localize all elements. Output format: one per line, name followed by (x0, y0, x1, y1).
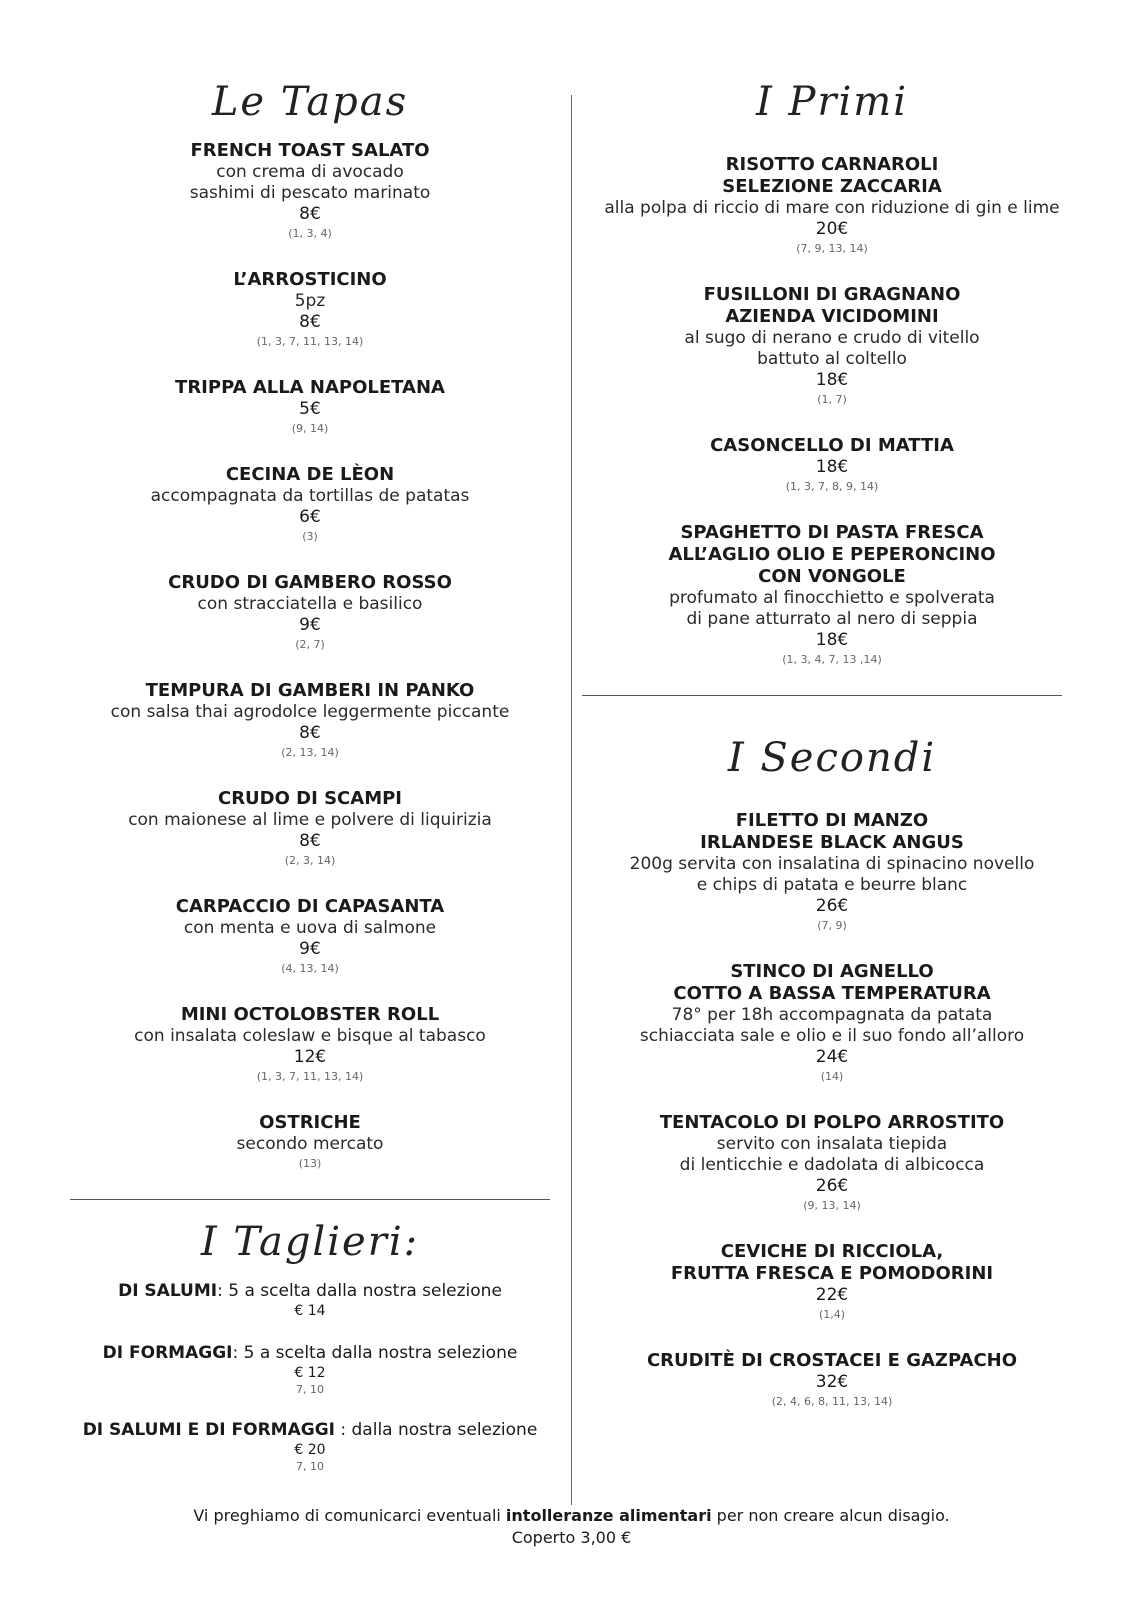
dish-name: TEMPURA DI GAMBERI IN PANKO (145, 680, 475, 701)
menu-item (592, 522, 1072, 669)
dish-name: STINCO DI AGNELLO COTTO A BASSA TEMPERATURA (673, 961, 991, 1004)
dish-description: con maionese al lime e polvere di liquirizia (128, 810, 492, 830)
dish-allergens: (13) (298, 1157, 322, 1170)
secondi-list (592, 810, 1072, 1411)
primi-list (592, 154, 1072, 669)
board-line (70, 1419, 550, 1441)
dish-allergens: (4, 13, 14) (281, 962, 339, 975)
allergy-note-text: Vi preghiamo di comunicarci eventuali (193, 1506, 506, 1525)
dish-description: con insalata coleslaw e bisque al tabasco (134, 1026, 486, 1046)
dish-allergens: (1, 3, 7, 8, 9, 14) (785, 480, 879, 493)
dish-name: CEVICHE DI RICCIOLA, FRUTTA FRESCA E POMODORINI (670, 1241, 994, 1284)
dish-price: 32€ (815, 1372, 849, 1392)
dish-name: CRUDO DI GAMBERO ROSSO (168, 572, 452, 593)
dish-price: 8€ (299, 312, 321, 332)
dish-name: CARPACCIO DI CAPASANTA (175, 896, 445, 917)
left-column (70, 70, 550, 1496)
dish-name: TENTACOLO DI POLPO ARROSTITO (659, 1112, 1005, 1133)
board-allergens: 7, 10 (296, 1460, 324, 1473)
dish-allergens: (7, 9) (817, 919, 847, 932)
dish-description: alla polpa di riccio di mare con riduzione di gin e lime (604, 198, 1060, 218)
dish-description: 200g servita con insalatina di spinacino novello e chips di patata e beurre blanc (629, 854, 1035, 895)
menu-item (70, 464, 550, 546)
dish-price: 18€ (815, 630, 849, 650)
menu-item (70, 680, 550, 762)
dish-name: CECINA DE LÈON (225, 464, 395, 485)
board-line (70, 1280, 550, 1302)
board-item (70, 1280, 550, 1320)
taglieri-title: I Taglieri: (200, 1219, 420, 1265)
dish-allergens: (7, 9, 13, 14) (796, 242, 868, 255)
menu-item (592, 284, 1072, 409)
dish-price: 6€ (299, 507, 321, 527)
section-divider (582, 695, 1062, 696)
dish-name: CRUDO DI SCAMPI (217, 788, 402, 809)
coperto: Coperto 3,00 € (511, 1528, 632, 1547)
dish-price: 8€ (299, 831, 321, 851)
dish-price: 20€ (815, 219, 849, 239)
board-name: DI SALUMI E DI FORMAGGI (82, 1420, 335, 1440)
dish-price: 18€ (815, 370, 849, 390)
dish-price: 12€ (293, 1047, 327, 1067)
dish-allergens: (9, 13, 14) (803, 1199, 861, 1212)
board-name: DI FORMAGGI (102, 1343, 233, 1363)
menu-item (70, 572, 550, 654)
dish-description: accompagnata da tortillas de patatas (150, 486, 470, 506)
dish-description: con menta e uova di salmone (183, 918, 437, 938)
dish-name: FILETTO DI MANZO IRLANDESE BLACK ANGUS (700, 810, 964, 853)
dish-allergens: (1, 7) (817, 393, 847, 406)
menu-item (592, 154, 1072, 258)
dish-name: FRENCH TOAST SALATO (190, 140, 430, 161)
footer (0, 1505, 1143, 1549)
dish-description: 78° per 18h accompagnata da patata schiacciata sale e olio e il suo fondo all’alloro (639, 1005, 1025, 1046)
menu-item (592, 435, 1072, 496)
dish-price: 18€ (815, 457, 849, 477)
dish-name: TRIPPA ALLA NAPOLETANA (175, 377, 445, 398)
dish-price: 9€ (299, 615, 321, 635)
menu-item (70, 140, 550, 243)
dish-price: 24€ (815, 1047, 849, 1067)
dish-allergens: (1, 3, 7, 11, 13, 14) (256, 335, 364, 348)
dish-name: SPAGHETTO DI PASTA FRESCA ALL’AGLIO OLIO E PEPERONCINO CON VONGOLE (668, 522, 996, 587)
dish-price: 9€ (299, 939, 321, 959)
dish-name: CRUDITÈ DI CROSTACEI E GAZPACHO (646, 1350, 1018, 1371)
dish-name: CASONCELLO DI MATTIA (710, 435, 954, 456)
section-divider (70, 1199, 550, 1200)
taglieri-list (70, 1280, 550, 1474)
dish-description: con crema di avocado sashimi di pescato marinato (189, 162, 431, 203)
board-item (70, 1419, 550, 1474)
column-divider (571, 95, 572, 1505)
allergy-note (0, 1505, 1143, 1527)
tapas-list (70, 140, 550, 1173)
dish-description: secondo mercato (236, 1134, 384, 1154)
dish-description: con salsa thai agrodolce leggermente piccante (110, 702, 510, 722)
menu-item (592, 1350, 1072, 1411)
board-item (70, 1342, 550, 1397)
dish-description: profumato al finocchietto e spolverata di pane atturrato al nero di seppia (669, 588, 995, 629)
board-description: : dalla nostra selezione (334, 1420, 538, 1440)
menu-item (592, 961, 1072, 1086)
dish-description: al sugo di nerano e crudo di vitello battuto al coltello (684, 328, 980, 369)
dish-allergens: (1, 3, 4) (288, 227, 332, 240)
dish-allergens: (9, 14) (291, 422, 329, 435)
dish-price: 26€ (815, 1176, 849, 1196)
dish-allergens: (1, 3, 4, 7, 13 ,14) (782, 653, 882, 666)
dish-name: OSTRICHE (259, 1112, 361, 1133)
menu-item (70, 788, 550, 870)
dish-price: 5€ (299, 399, 321, 419)
menu-item (70, 269, 550, 351)
dish-allergens: (2, 13, 14) (281, 746, 339, 759)
allergy-note-bold: intolleranze alimentari (505, 1506, 712, 1525)
menu-item (70, 1112, 550, 1173)
board-price: € 20 (294, 1442, 326, 1458)
board-price: € 14 (294, 1303, 326, 1319)
dish-allergens: (1, 3, 7, 11, 13, 14) (256, 1070, 364, 1083)
dish-allergens: (14) (820, 1070, 844, 1083)
menu-item (592, 810, 1072, 935)
dish-allergens: (3) (302, 530, 318, 543)
dish-name: MINI OCTOLOBSTER ROLL (180, 1004, 440, 1025)
dish-description: 5pz (294, 291, 326, 311)
dish-name: L’ARROSTICINO (233, 269, 387, 290)
dish-allergens: (1,4) (818, 1308, 846, 1321)
dish-name: RISOTTO CARNAROLI SELEZIONE ZACCARIA (722, 154, 942, 197)
primi-title: I Primi (755, 79, 909, 125)
menu-item (70, 896, 550, 978)
board-allergens: 7, 10 (296, 1383, 324, 1396)
board-price: € 12 (294, 1365, 326, 1381)
menu-item (70, 1004, 550, 1086)
dish-price: 8€ (299, 204, 321, 224)
menu-item (592, 1112, 1072, 1215)
dish-description: con stracciatella e basilico (197, 594, 423, 614)
dish-allergens: (2, 4, 6, 8, 11, 13, 14) (771, 1395, 893, 1408)
dish-description: servito con insalata tiepida di lenticchie e dadolata di albicocca (679, 1134, 985, 1175)
board-line (70, 1342, 550, 1364)
board-description: : 5 a scelta dalla nostra selezione (217, 1281, 502, 1301)
dish-price: 22€ (815, 1285, 849, 1305)
dish-allergens: (2, 3, 14) (284, 854, 336, 867)
dish-price: 8€ (299, 723, 321, 743)
secondi-title: I Secondi (727, 735, 937, 781)
dish-name: FUSILLONI DI GRAGNANO AZIENDA VICIDOMINI (703, 284, 961, 327)
board-name: DI SALUMI (118, 1281, 218, 1301)
menu-item (592, 1241, 1072, 1324)
right-column (592, 70, 1072, 1437)
dish-price: 26€ (815, 896, 849, 916)
tapas-title: Le Tapas (211, 79, 409, 125)
allergy-note-text-end: per non creare alcun disagio. (711, 1506, 950, 1525)
menu-item (70, 377, 550, 438)
board-description: : 5 a scelta dalla nostra selezione (232, 1343, 518, 1363)
dish-allergens: (2, 7) (295, 638, 325, 651)
